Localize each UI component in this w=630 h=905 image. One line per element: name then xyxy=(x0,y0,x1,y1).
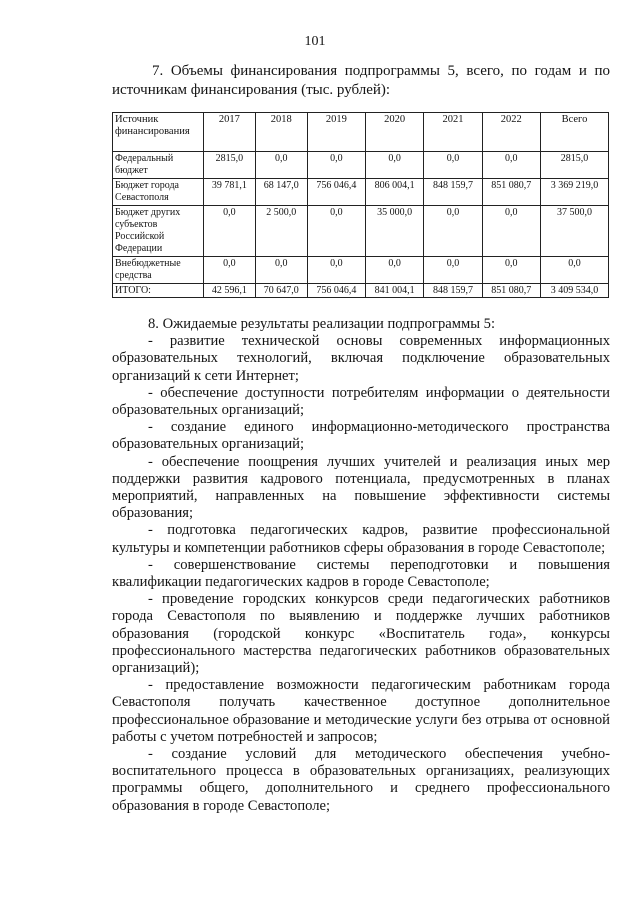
table-cell: 851 080,7 xyxy=(482,284,540,298)
section-8-title: 8. Ожидаемые результаты реализации подпрограммы 5: xyxy=(148,316,496,332)
table-cell: 0,0 xyxy=(307,257,365,284)
table-cell: 0,0 xyxy=(204,206,256,257)
table-cell: 851 080,7 xyxy=(482,179,540,206)
table-cell: 841 004,1 xyxy=(365,284,423,298)
table-header-cell: 2019 xyxy=(307,113,365,152)
table-cell: 0,0 xyxy=(482,152,540,179)
table-cell: Внебюджетные средства xyxy=(113,257,204,284)
table-header-cell: 2022 xyxy=(482,113,540,152)
table-cell: 0,0 xyxy=(255,257,307,284)
table-cell: 68 147,0 xyxy=(255,179,307,206)
table-cell: 0,0 xyxy=(255,152,307,179)
table-cell: 3 369 219,0 xyxy=(540,179,608,206)
table-cell: 3 409 534,0 xyxy=(540,284,608,298)
table-cell: 35 000,0 xyxy=(365,206,423,257)
table-cell: 0,0 xyxy=(482,257,540,284)
table-cell: Бюджет других субъектов Российской Федерации xyxy=(113,206,204,257)
table-cell: 0,0 xyxy=(540,257,608,284)
table-cell: 0,0 xyxy=(424,206,482,257)
result-item: - создание условий для методического обеспечения учебно-воспитательного процесса в образовательных организациях, реализующих программы общего, дополнительного и среднего профессионального образования в городе Севастополе; xyxy=(112,746,610,814)
table-cell: 42 596,1 xyxy=(204,284,256,298)
result-item: - обеспечение поощрения лучших учителей и реализация иных мер поддержки развития кадрового потенциала, предусмотренных в планах мероприятий, направленных на повышение эффективности системы образования; xyxy=(112,453,610,522)
table-cell: 0,0 xyxy=(307,206,365,257)
table-row xyxy=(113,179,609,206)
table-cell: 70 647,0 xyxy=(255,284,307,298)
table-header-cell: 2020 xyxy=(365,113,423,152)
table-cell: 0,0 xyxy=(365,257,423,284)
table-cell: 2815,0 xyxy=(540,152,608,179)
result-item: - предоставление возможности педагогическим работникам города Севастополя получать качественное доступное дополнительное профессиональное образование и методические услуги без отрыва от основной работы с учетом потребностей и запросов; xyxy=(112,677,610,745)
table-header-cell: Всего xyxy=(540,113,608,152)
page-number: 101 xyxy=(304,34,326,49)
table-cell: Федеральный бюджет xyxy=(113,152,204,179)
table-cell: 2 500,0 xyxy=(255,206,307,257)
result-item: - развитие технической основы современных информационных образовательных технологий, включая подключение образовательных организаций к сети Интернет; xyxy=(112,333,610,384)
table-header-cell: 2018 xyxy=(255,113,307,152)
table-header-row xyxy=(113,113,609,152)
table-cell: 848 159,7 xyxy=(424,284,482,298)
section-8 xyxy=(112,316,610,815)
table-cell: 0,0 xyxy=(424,152,482,179)
result-item: - подготовка педагогических кадров, развитие профессиональной культуры и компетенции работников сферы образования в городе Севастополе; xyxy=(112,522,610,556)
result-item: - обеспечение доступности потребителям информации о деятельности образовательных организаций; xyxy=(112,384,610,419)
table-total-row xyxy=(113,284,609,298)
financing-table xyxy=(112,112,609,298)
table-row xyxy=(113,206,609,257)
table-cell: 848 159,7 xyxy=(424,179,482,206)
table-cell: 806 004,1 xyxy=(365,179,423,206)
table-cell: 2815,0 xyxy=(204,152,256,179)
table-cell: 756 046,4 xyxy=(307,284,365,298)
table-cell: Бюджет города Севастополя xyxy=(113,179,204,206)
result-item: - проведение городских конкурсов среди педагогических работников города Севастополя по выявлению и поддержке лучших работников образования (городской конкурс «Воспитатель года», конкурсы профессионального мастерства педагогических работников образовательных организаций); xyxy=(112,591,610,677)
table-cell: 0,0 xyxy=(204,257,256,284)
table-cell: 0,0 xyxy=(307,152,365,179)
table-cell: 0,0 xyxy=(482,206,540,257)
table-cell: 0,0 xyxy=(424,257,482,284)
table-cell: 39 781,1 xyxy=(204,179,256,206)
table-row xyxy=(113,152,609,179)
table-cell: ИТОГО: xyxy=(113,284,204,298)
section-7-title: 7. Объемы финансирования подпрограммы 5, всего, по годам и по источникам финансирования (тыс. рублей): xyxy=(112,63,610,98)
table-header-cell: 2021 xyxy=(424,113,482,152)
table-row xyxy=(113,257,609,284)
table-cell: 0,0 xyxy=(365,152,423,179)
table-cell: 37 500,0 xyxy=(540,206,608,257)
result-item: - создание единого информационно-методического пространства образовательных организаций; xyxy=(112,419,610,453)
table-header-cell: Источник финансирования xyxy=(113,113,204,152)
table-cell: 756 046,4 xyxy=(307,179,365,206)
result-item: - совершенствование системы переподготовки и повышения квалификации педагогических кадров в городе Севастополе; xyxy=(112,556,610,591)
table-header-cell: 2017 xyxy=(204,113,256,152)
